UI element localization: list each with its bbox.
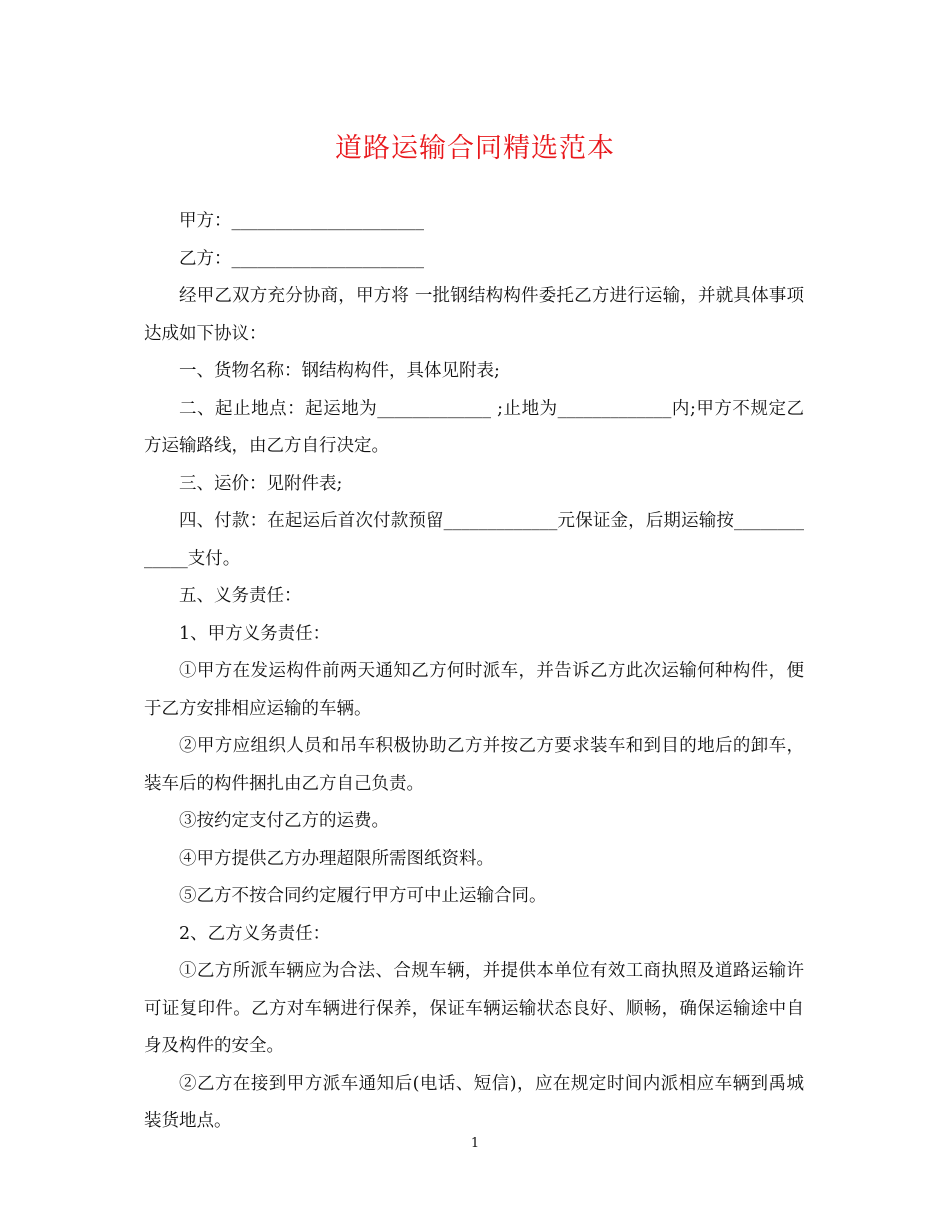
clause-payment: 四、付款：在起运后首次付款预留_____________元保证金，后期运输按_____________支付。 xyxy=(144,511,804,569)
party-a-duty-5: ⑤乙方不按合同约定履行甲方可中止运输合同。 xyxy=(179,886,547,906)
party-b-duties-heading: 2、乙方义务责任： xyxy=(179,923,331,944)
party-a-duties-heading: 1、甲方义务责任： xyxy=(179,623,331,644)
preamble-paragraph: 经甲乙双方充分协商，甲方将 一批钢结构构件委托乙方进行运输，并就具体事项达成如下协议： xyxy=(144,286,804,344)
party-a-duty-2: ②甲方应组织人员和吊车积极协助乙方并按乙方要求装车和到目的地后的卸车，装车后的构件捆扎由乙方自己负责。 xyxy=(144,736,804,794)
clause-duties-heading: 五、义务责任： xyxy=(179,586,302,606)
clause-locations: 二、起止地点：起运地为_____________ ;止地为_____________内;甲方不规定乙方运输路线，由乙方自行决定。 xyxy=(144,398,804,456)
party-a-duty-1: ①甲方在发运构件前两天通知乙方何时派车，并告诉乙方此次运输何种构件，便于乙方安排相应运输的车辆。 xyxy=(144,661,804,719)
document-title: 道路运输合同精选范本 xyxy=(335,133,615,164)
party-b-duty-1: ①乙方所派车辆应为合法、合规车辆，并提供本单位有效工商执照及道路运输许可证复印件。乙方对车辆进行保养，保证车辆运输状态良好、顺畅，确保运输途中自身及构件的安全。 xyxy=(144,961,804,1056)
party-a-duty-4: ④甲方提供乙方办理超限所需图纸资料。 xyxy=(179,848,494,869)
party-a-line: 甲方：______________________ xyxy=(179,211,424,231)
party-b-line: 乙方：______________________ xyxy=(179,248,424,269)
clause-goods: 一、货物名称：钢结构构件，具体见附表; xyxy=(179,361,500,381)
party-b-duty-2: ②乙方在接到甲方派车通知后(电话、短信)，应在规定时间内派相应车辆到禹城装货地点。 xyxy=(144,1073,804,1131)
page-number: 1 xyxy=(470,1136,480,1151)
clause-price: 三、运价：见附件表; xyxy=(179,473,343,494)
document-body xyxy=(144,203,804,1141)
party-a-duty-3: ③按约定支付乙方的运费。 xyxy=(179,811,389,831)
